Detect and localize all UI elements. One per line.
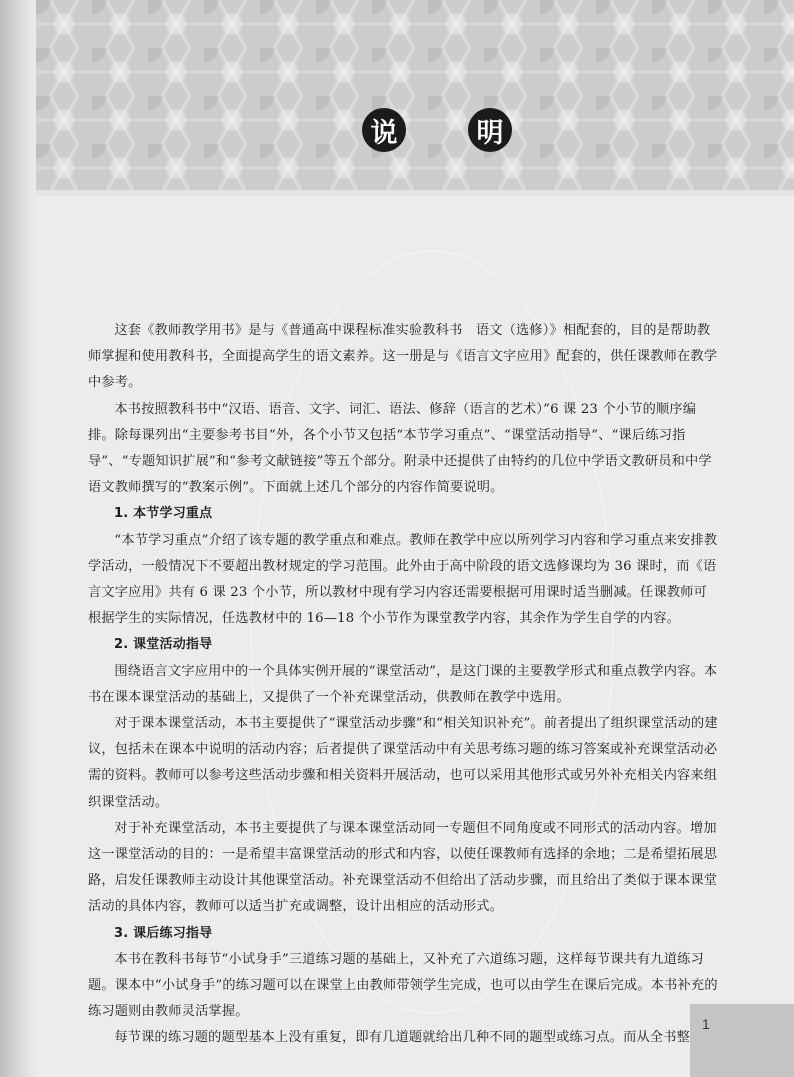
section-heading: 2. 课堂活动指导 [114, 637, 213, 653]
paragraph: 本书在教科书每节“小试身手”三道练习题的基础上，又补充了六道练习题，这样每节课共有九道练习题。课本中“小试身手”的练习题可以在课堂上由教师带领学生完成，也可以由学生在课后完成。本书补充的练习题则由教师灵活掌握。 [88, 951, 718, 1020]
header-pattern-band [36, 0, 794, 196]
page-number-tab [690, 1004, 794, 1077]
paragraph: “本节学习重点”介绍了该专题的教学重点和难点。教师在教学中应以所列学习内容和学习重点来安排教学活动，一般情况下不要超出教材规定的学习范围。此外由于高中阶段的语文选修课均为 36 课时，而《语言文字应用》共有 6 课 23 个小节，所以教材中现有学习内容还需要根据可用课时适当删减。任课教师可根据学生的实际情况，任选教材中的 16—18 个小节作为课堂教学内容，其余作为学生自学的内容。 [88, 532, 718, 627]
paragraph: 这套《教师教学用书》是与《普通高中课程标准实验教科书 语文（选修）》相配套的，目的是帮助教师掌握和使用教科书，全面提高学生的语文素养。这一册是与《语言文字应用》配套的，供任课教师在教学中参考。 [88, 323, 718, 391]
paragraph: 围绕语言文字应用中的一个具体实例开展的“课堂活动”，是这门课的主要教学形式和重点教学内容。本书在课本课堂活动的基础上，又提供了一个补充课堂活动，供教师在教学中选用。 [88, 663, 718, 705]
paragraph: 对于补充课堂活动，本书主要提供了与课本课堂活动同一专题但不同角度或不同形式的活动内容。增加这一课堂活动的目的：一是希望丰富课堂活动的形式和内容，以使任课教师有选择的余地；二是希望拓展思路，启发任课教师主动设计其他课堂活动。补充课堂活动不但给出了活动步骤，而且给出了类似于课本课堂活动的具体内容，教师可以适当扩充或调整，设计出相应的活动形式。 [88, 820, 718, 915]
section-heading: 3. 课后练习指导 [114, 925, 213, 941]
paragraph: 每节课的练习题的题型基本上没有重复，即有几道题就给出几种不同的题型或练习点。而从全书整 [114, 1030, 691, 1046]
section-heading: 1. 本节学习重点 [114, 506, 213, 522]
paragraph: 本书按照教科书中“汉语、语音、文字、词汇、语法、修辞（语言的艺术）”6 课 23 个小节的顺序编排。除每课列出“主要参考书目”外，各个小节又包括“本节学习重点”、“课堂活动指导”、“课后练习指导”、“专题知识扩展”和“参考文献链接”等五个部分。附录中还提供了由特约的几位中学语文教研员和中学语文教师撰写的“教案示例”。下面就上述几个部分的内容作简要说明。 [88, 401, 712, 496]
title-char-1: 说 [362, 108, 406, 152]
document-body [88, 318, 720, 1052]
title-char-2: 明 [468, 108, 512, 152]
page-number: 1 [702, 1016, 710, 1032]
paragraph: 对于课本课堂活动，本书主要提供了“课堂活动步骤”和“相关知识补充”。前者提出了组织课堂活动的建议，包括未在课本中说明的活动内容；后者提供了课堂活动中有关思考练习题的练习答案或补充课堂活动必需的资料。教师可以参考这些活动步骤和相关资料开展活动，也可以采用其他形式或另外补充相关内容来组织课堂活动。 [88, 716, 718, 810]
page-binding-edge [0, 0, 36, 1077]
page-title [362, 108, 512, 152]
